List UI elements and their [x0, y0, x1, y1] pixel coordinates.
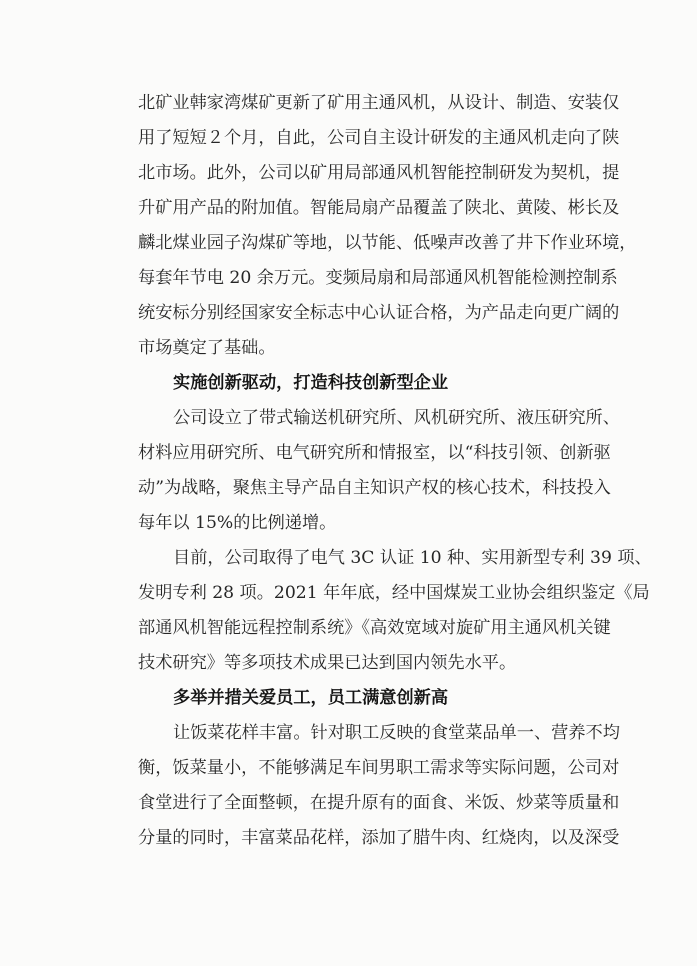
paragraph-line: 每年以 15%的比例递增。 [138, 513, 337, 533]
paragraph-line: 统安标分别经国家安全标志中心认证合格，为产品走向更广阔的 [138, 303, 620, 323]
paragraph-line: 材料应用研究所、电气研究所和情报室，以“科技引领、创新驱 [138, 443, 611, 463]
paragraph-line: 北矿业韩家湾煤矿更新了矿用主通风机，从设计、制造、安装仅 [138, 93, 620, 113]
paragraph-line: 升矿用产品的附加值。智能局扇产品覆盖了陕北、黄陵、彬长及 [138, 198, 620, 218]
paragraph-line: 发明专利 28 项。2021 年年底，经中国煤炭工业协会组织鉴定《局 [138, 583, 650, 603]
paragraph-line: 动”为战略，聚焦主导产品自主知识产权的核心技术，科技投入 [138, 478, 611, 498]
paragraph-line: 北市场。此外，公司以矿用局部通风机智能控制研发为契机，提 [138, 163, 620, 183]
paragraph-line: 公司设立了带式输送机研究所、风机研究所、液压研究所、 [173, 408, 620, 428]
paragraph-line: 麟北煤业园子沟煤矿等地，以节能、低噪声改善了井下作业环境， [138, 233, 637, 253]
paragraph-line: 让饭菜花样丰富。针对职工反映的食堂菜品单一、营养不均 [173, 723, 620, 743]
paragraph-line: 目前，公司取得了电气 3C 认证 10 种、实用新型专利 39 项、 [173, 548, 652, 568]
paragraph-line: 部通风机智能远程控制系统》《高效宽域对旋矿用主通风机关键 [138, 618, 611, 638]
paragraph-line: 每套年节电 20 余万元。变频局扇和局部通风机智能检测控制系 [138, 268, 618, 288]
paragraph-line: 市场奠定了基础。 [138, 338, 276, 358]
paragraph-line: 食堂进行了全面整顿，在提升原有的面食、米饭、炒菜等质量和 [138, 793, 620, 813]
paragraph-line: 分量的同时，丰富菜品花样，添加了腊牛肉、红烧肉，以及深受 [138, 828, 620, 848]
paragraph-line: 衡，饭菜量小，不能够满足车间男职工需求等实际问题，公司对 [138, 758, 620, 778]
section-heading-innovation: 实施创新驱动，打造科技创新型企业 [173, 373, 449, 393]
paragraph-line: 技术研究》等多项技术成果已达到国内领先水平。 [138, 653, 517, 673]
section-heading-employees: 多举并措关爱员工，员工满意创新高 [173, 688, 449, 708]
paragraph-line: 用了短短２个月，自此，公司自主设计研发的主通风机走向了陕 [138, 128, 620, 148]
